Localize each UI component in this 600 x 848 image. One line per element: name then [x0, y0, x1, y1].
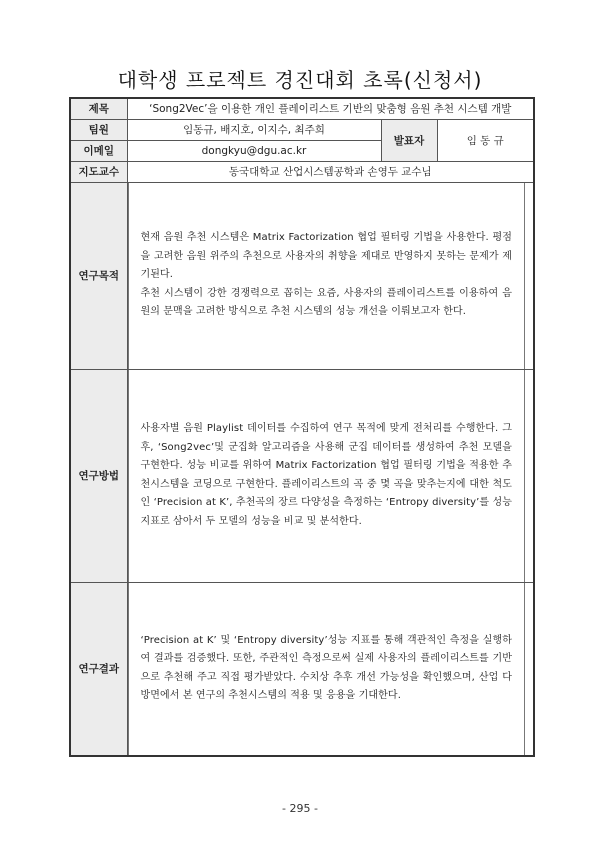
advisor-value: 동국대학교 산업시스템공학과 손영두 교수님: [127, 161, 534, 182]
purpose-paragraph-1: 현재 음원 추천 시스템은 Matrix Factorization 협업 필터링 기법을 사용한다. 평점을 고려한 음원 위주의 추천으로 사용자의 취향을 제대로 반영하지 못하는 문제가 제기된다.: [140, 232, 513, 281]
application-form-table: [69, 97, 535, 757]
method-label: 연구방법: [70, 369, 127, 582]
result-cell: [127, 582, 534, 756]
page-number: - 295 -: [282, 802, 318, 815]
purpose-paragraph-2: 추천 시스템이 강한 경쟁력으로 꼽히는 요즘, 사용자의 플레이리스트를 이용하여 음원의 문맥을 고려한 방식으로 추천 시스템의 성능 개선을 이뤄보고자 한다.: [140, 287, 513, 318]
presenter-value: 임 동 규: [437, 119, 534, 161]
page-title: 대학생 프로젝트 경진대회 초록(신청서): [117, 68, 483, 92]
method-paragraph: 사용자별 음원 Playlist 데이터를 수집하여 연구 목적에 맞게 전처리를 수행한다. 그 후, ‘Song2vec’및 군집화 알고리즘을 사용해 군집 데이터를 생성하여 추천 모델을 구현한다. 성능 비교를 위하여 Matrix Factorization 협업 필터링 기법을 적용한 추천시스템을 코딩으로 구현한다. 플레이리스트의 곡 중 몇 곡을 맞추는지에 대한 척도인 ‘Precision at K’, 추천곡의 장르 다양성을 측정하는 ‘Entropy diversity’를 성능 지표로 삼아서 두 모델의 성능을 비교 및 분석한다.: [140, 423, 513, 527]
result-label: 연구결과: [70, 582, 127, 756]
purpose-cell: [127, 182, 534, 369]
method-cell: [127, 369, 534, 582]
title-label: 제목: [70, 98, 127, 119]
purpose-label: 연구목적: [70, 182, 127, 369]
presenter-label: 발표자: [381, 119, 437, 161]
title-value: ‘Song2Vec’을 이용한 개인 플레이리스트 기반의 맞춤형 음원 추천 시스템 개발: [127, 98, 534, 119]
email-label: 이메일: [70, 140, 127, 161]
email-value: dongkyu@dgu.ac.kr: [127, 140, 381, 161]
advisor-label: 지도교수: [70, 161, 127, 182]
result-paragraph: ‘Precision at K’ 및 ‘Entropy diversity’성능 지표를 통해 객관적인 측정을 실행하여 결과를 검증했다. 또한, 주관적인 측정으로써 실제 사용자의 플레이리스트를 기반으로 추천해 주고 직접 평가받았다. 수치상 추후 개선 가능성을 확인했으며, 산업 다방면에서 본 연구의 추천시스템의 적용 및 응용을 기대한다.: [140, 634, 513, 701]
team-value: 임동규, 배지호, 이지수, 최주희: [127, 119, 381, 140]
team-label: 팀원: [70, 119, 127, 140]
